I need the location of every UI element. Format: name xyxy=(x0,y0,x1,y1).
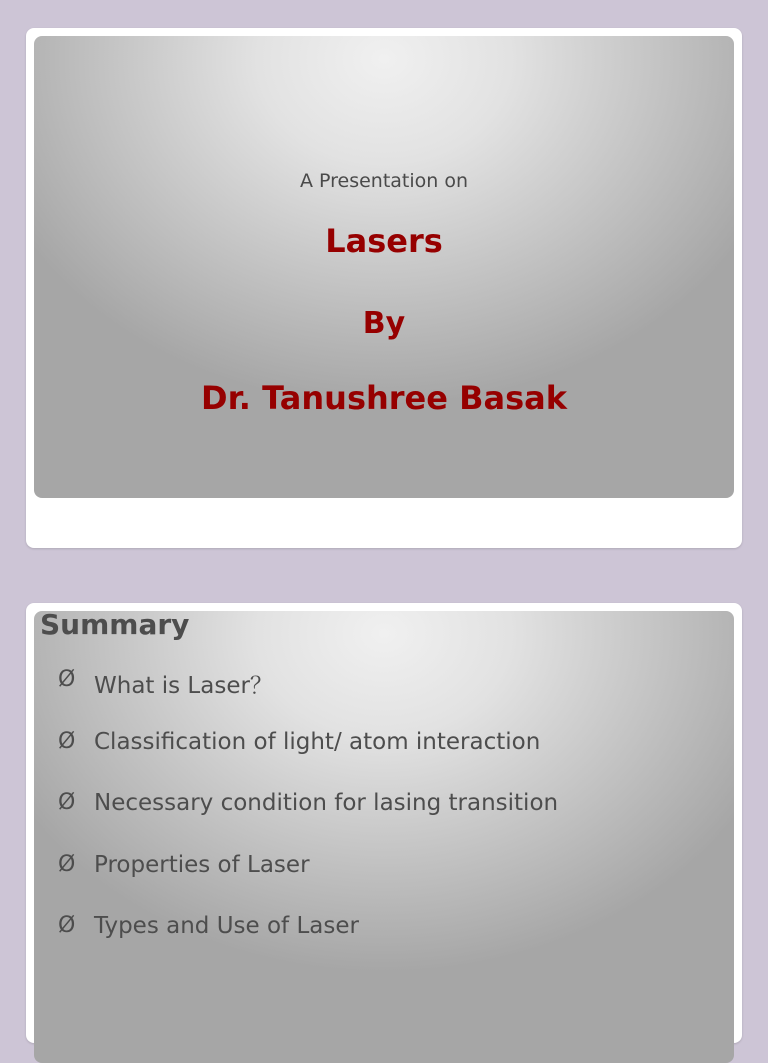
list-item xyxy=(58,729,558,791)
bullet-icon: Ø xyxy=(58,667,76,692)
summary-slide xyxy=(26,603,742,1043)
bullet-icon: Ø xyxy=(58,851,76,877)
summary-list xyxy=(58,667,558,975)
title-slide-background xyxy=(34,36,734,498)
title-slide xyxy=(26,28,742,548)
slide-by-label: By xyxy=(362,306,406,341)
list-item xyxy=(58,913,558,975)
list-item-text: What is Laser？ xyxy=(94,673,273,699)
summary-heading: Summary xyxy=(40,608,190,641)
list-item xyxy=(58,852,558,914)
slide-author: Dr. Tanushree Basak xyxy=(201,379,567,417)
bullet-icon: Ø xyxy=(58,913,76,938)
list-item-text: Properties of Laser xyxy=(94,851,310,878)
slide-subtitle: A Presentation on xyxy=(299,170,469,192)
bullet-icon: Ø xyxy=(58,790,76,815)
list-item-text: Types and Use of Laser xyxy=(94,913,359,939)
bullet-icon: Ø xyxy=(58,728,76,754)
list-item xyxy=(58,667,558,729)
list-item-text: Classification of light/ atom interaction xyxy=(94,728,541,755)
list-item xyxy=(58,790,558,852)
list-item-text: Necessary condition for lasing transition xyxy=(94,790,559,816)
slide-title: Lasers xyxy=(325,222,443,260)
